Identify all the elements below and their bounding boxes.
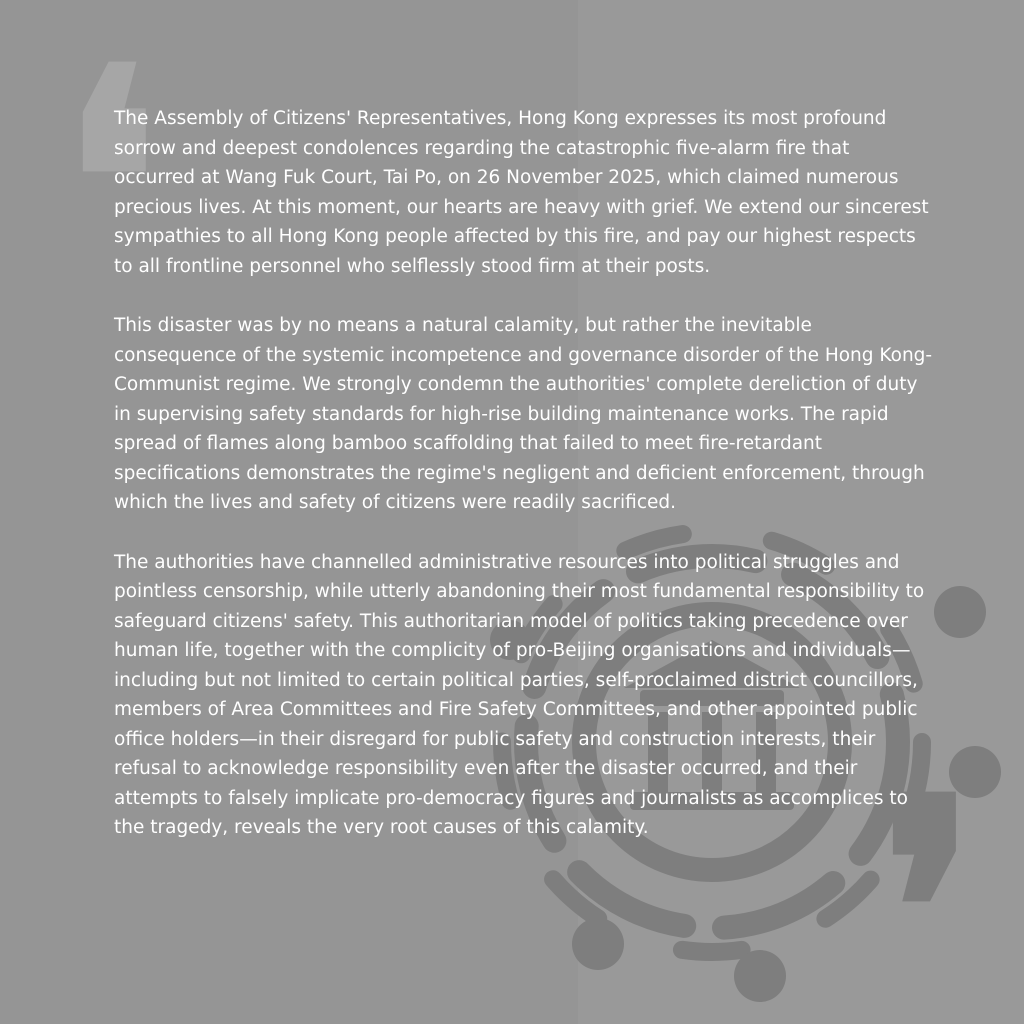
open-quote-icon: ❛ — [62, 3, 159, 356]
close-quote-icon: ❜ — [880, 733, 977, 1024]
statement-paragraph: The Assembly of Citizens' Representatives, Hong Kong expresses its most profound sorrow and deepest condolences regarding the catastrophic five-alarm fire that occurred at Wang Fuk Court, Tai Po, on 26 November 2025, which claimed numerous precious lives. At this moment, our hearts are heavy with grief. We extend our sincerest sympathies to all Hong Kong people affected by this fire, and pay our highest respects to all frontline personnel who selflessly stood firm at their posts. — [114, 108, 929, 277]
statement-paragraph: This disaster was by no means a natural calamity, but rather the inevitable consequence of the systemic incompetence and governance disorder of the Hong Kong-Communist regime. We strongly condemn the authorities' complete dereliction of duty in supervising safety standards for high-rise building maintenance works. The rapid spread of flames along bamboo scaffolding that failed to meet fire-retardant specifications demonstrates the regime's negligent and deficient enforcement, through which the lives and safety of citizens were readily sacrificed. — [114, 315, 933, 513]
statement-text — [114, 104, 934, 873]
statement-paragraph: The authorities have channelled administrative resources into political struggles and pointless censorship, while utterly abandoning their most fundamental responsibility to safeguard citizens' safety. This authoritarian model of politics taking precedence over human life, together with the complicity of pro-Beijing organisations and individuals—including but not limited to certain political parties, self-proclaimed district councillors, members of Area Committees and Fire Safety Committees, and other appointed public office holders—in their disregard for public safety and construction interests, their refusal to acknowledge responsibility even after the disaster occurred, and their attempts to falsely implicate pro-democracy figures and journalists as accomplices to the tragedy, reveals the very root causes of this calamity. — [114, 551, 925, 838]
